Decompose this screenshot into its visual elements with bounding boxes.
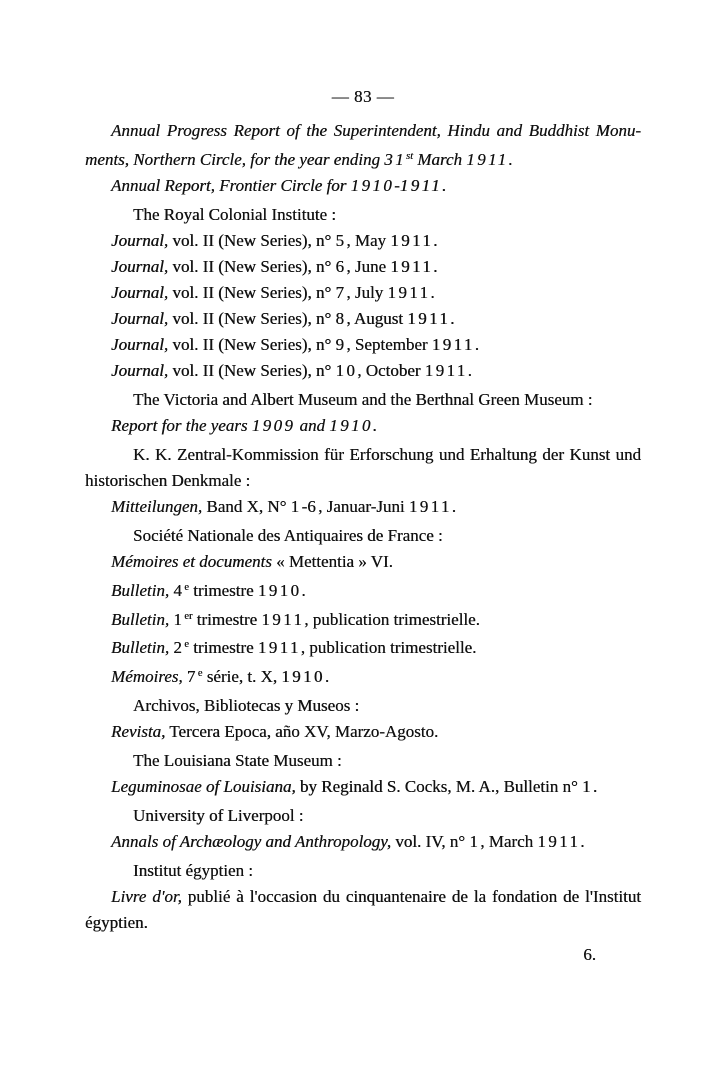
bibliography-entry [85,774,641,800]
spaced-figures: 1910 [281,666,325,686]
entry-text: Band X, N° 1-6, Januar-Juni 1911. [202,496,456,516]
entry-text: vol. II (New Series), n° 9, September 1911. [168,334,479,354]
entry-text: Société Nationale des Antiquaires de France : [133,525,443,545]
bibliography-entry [85,254,641,280]
entry-text: University of Liverpool : [133,805,304,825]
entry-title-italic: Journal, [111,282,169,302]
spaced-figures: 1 [582,776,593,796]
bibliography-list [85,118,641,936]
spaced-figures: 1 [173,609,185,629]
entry-title-italic: March 1911. [413,149,513,169]
bibliography-entry [85,413,641,439]
entry-title-italic: Journal, [111,230,169,250]
entry-text: K. K. Zentral-Kommission für Erforschung und Erhaltung der Kunst und historischen Denkmale : [85,444,641,490]
entry-title-italic: Mitteilungen, [111,496,203,516]
entry-title-italic: Bulletin, [111,609,170,629]
entry-title-italic: Bulletin, [111,580,170,600]
entry-text: vol. IV, n° 1, March 1911. [391,831,585,851]
entry-text: e [197,668,203,680]
bibliography-entry [85,661,641,690]
spaced-figures: 1 [469,831,481,851]
entry-text: « Mettentia » VI. [271,551,393,571]
signature-mark: 6. [583,944,596,964]
bibliography-entry [85,829,641,855]
bibliography-entry [85,228,641,254]
spaced-figures: 1911 [537,831,581,851]
entry-text: série, t. X, 1910. [202,666,330,686]
organization-heading [85,693,641,719]
entry-title-italic: Livre d'or, [111,886,182,906]
entry-text [169,581,184,600]
spaced-figures: 10 [335,360,358,380]
entry-text: Institut égyptien : [133,860,253,880]
bibliography-entry [85,549,641,575]
organization-heading [85,202,641,228]
spaced-figures: 2 [173,638,185,658]
entry-title-italic: Mémoires et documents [111,551,272,571]
entry-text: e [184,581,189,593]
entry-text: vol. II (New Series), n° 6, June 1911. [168,256,438,276]
spaced-figures: 1911 [408,496,452,516]
bibliography-entry [85,632,641,661]
entry-text: Tercera Epoca, año XV, Marzo-Agosto. [165,721,439,741]
entry-title-italic: Annals of Archæology and Anthropology, [111,831,392,851]
entry-title-italic: Revista, [111,721,166,741]
bibliography-entry [85,719,641,745]
bibliography-entry [85,494,641,520]
spaced-figures: 1911 [390,230,434,250]
entry-text: publié à l'occasion du cinquantenaire de la fondation de l'Institut égyptien. [85,886,641,932]
entry-title-italic: Annual Report, Frontier Circle for 1910-1911. [111,175,447,195]
bibliography-entry [85,306,641,332]
entry-text: trimestre 1911, publication trimestrielle. [192,609,480,629]
entry-text: vol. II (New Series), n° 10, October 1911. [168,360,472,380]
organization-heading [85,387,641,413]
entry-title-italic: st [405,151,413,162]
spaced-figures: 1911 [390,256,434,276]
entry-text: The Louisiana State Museum : [133,750,342,770]
spaced-figures: 1911 [387,282,431,302]
bibliography-entry [85,358,641,384]
spaced-figures: 1 [290,496,302,516]
organization-heading [85,858,641,884]
spaced-figures: 1910 [329,415,373,435]
entry-title-italic: Report for the years 1909 and 1910. [111,415,378,435]
spaced-figures: 9 [335,334,347,354]
spaced-figures: 1911 [257,638,301,658]
spaced-figures: 1911 [261,609,305,629]
spaced-figures: 1910 [257,580,302,600]
bibliography-entry [85,604,641,633]
organization-heading [85,748,641,774]
bibliography-entry [85,280,641,306]
spaced-figures: 6 [307,496,319,516]
entry-title-italic: Journal, [111,256,169,276]
entry-text: The Royal Colonial Institute : [133,204,337,224]
entry-text: er [184,610,193,622]
entry-text: vol. II (New Series), n° 7, July 1911. [168,282,435,302]
spaced-figures: 4 [173,580,185,600]
bibliography-entry [85,332,641,358]
entry-title-italic: Journal, [111,360,169,380]
spaced-figures: 31 [384,149,406,169]
spaced-figures: 1910 [350,175,395,195]
spaced-figures: 7 [335,282,347,302]
spaced-figures: 6 [335,256,347,276]
organization-heading [85,523,641,549]
organization-heading [85,442,641,494]
entry-text [169,638,184,657]
entry-title-italic: Journal, [111,308,169,328]
spaced-figures: 1911 [431,334,475,354]
entry-text: vol. II (New Series), n° 8, August 1911. [168,308,455,328]
bibliography-entry [85,118,641,173]
entry-text: The Victoria and Albert Museum and the Berthnal Green Museum : [133,389,593,409]
entry-title-italic: Mémoires, [111,666,183,686]
entry-title-italic: Bulletin, [111,638,170,658]
spaced-figures: 8 [335,308,347,328]
spaced-figures: 7 [186,666,198,686]
page-number: — 83 — [331,87,395,106]
entry-text [169,609,184,628]
spaced-figures: 1911 [399,175,443,195]
entry-title-italic: Annual Progress Report of the Superintendent, Hindu and Buddhist Monuments, Northern Circle, for the year ending 31 [85,121,641,169]
entry-text: vol. II (New Series), n° 5, May 1911. [168,230,438,250]
bibliography-entry [85,173,641,199]
spaced-figures: 5 [335,230,347,250]
entry-text: trimestre 1911, publication trimestrielle. [188,638,477,658]
entry-text: Archivos, Bibliotecas y Museos : [133,695,360,715]
spaced-figures: 1911 [424,360,468,380]
entry-title-italic: Leguminosae of Louisiana, [111,776,296,796]
spaced-figures: 1911 [466,149,509,169]
organization-heading [85,803,641,829]
entry-title-italic: Journal, [111,334,169,354]
entry-text: trimestre 1910. [188,580,306,600]
entry-text: by Reginald S. Cocks, M. A., Bulletin n° 1. [295,776,598,796]
entry-text [183,667,198,686]
bibliography-entry [85,575,641,604]
spaced-figures: 1911 [407,308,451,328]
bibliography-entry [85,884,641,936]
entry-text: e [184,639,189,651]
spaced-figures: 1909 [251,415,296,435]
